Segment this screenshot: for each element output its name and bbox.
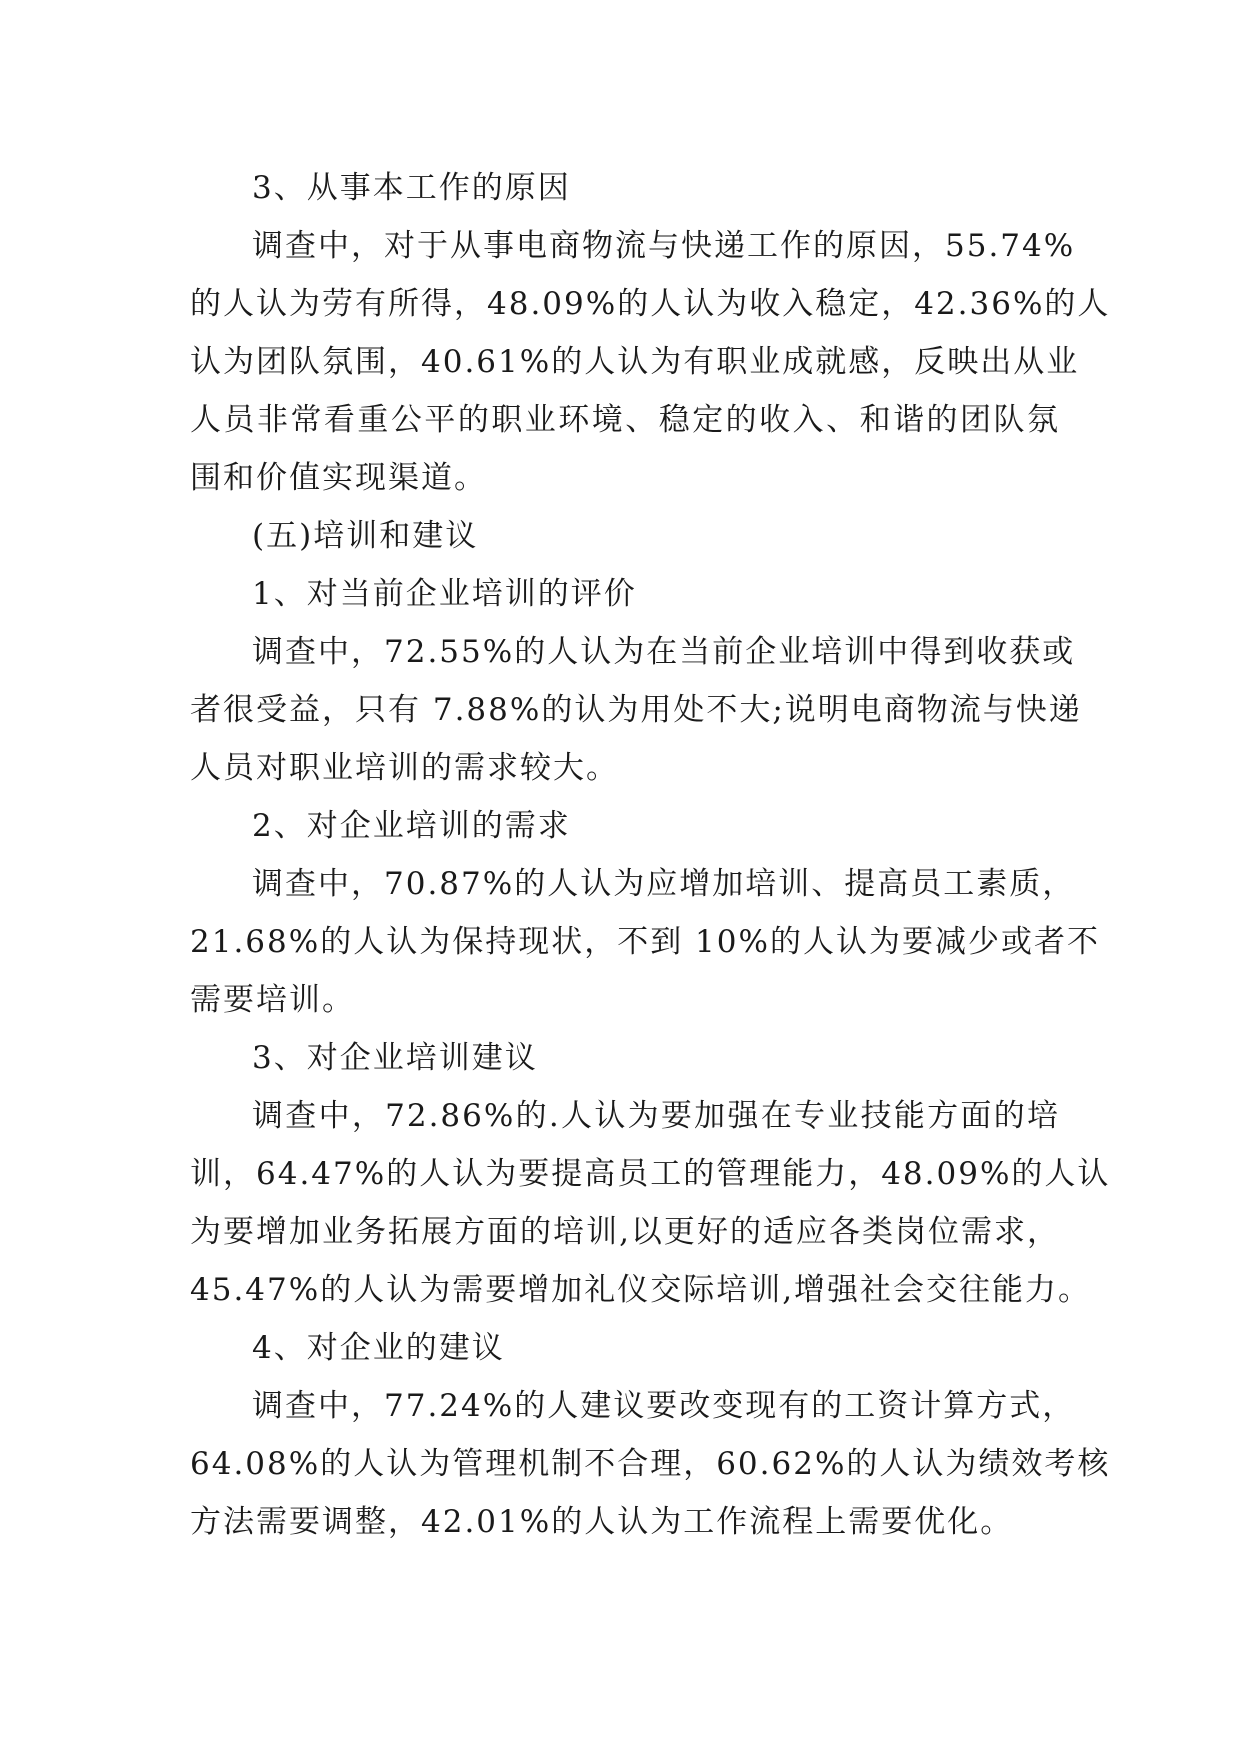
section-heading-training-needs: 2、对企业培训的需求 <box>252 808 571 844</box>
paragraph-line: 需要培训。 <box>190 982 355 1018</box>
paragraph-line: 64.08%的人认为管理机制不合理，60.62%的人认为绩效考核 <box>190 1446 1111 1482</box>
paragraph-line: 21.68%的人认为保持现状，不到 10%的人认为要减少或者不 <box>190 924 1100 960</box>
section-heading-company-suggestions: 4、对企业的建议 <box>252 1330 505 1366</box>
paragraph-line: 围和价值实现渠道。 <box>190 460 487 496</box>
paragraph-line: 人员非常看重公平的职业环境、稳定的收入、和谐的团队氛 <box>190 402 1060 438</box>
paragraph-line: 为要增加业务拓展方面的培训,以更好的适应各类岗位需求， <box>190 1214 1060 1250</box>
paragraph-line: 认为团队氛围，40.61%的人认为有职业成就感，反映出从业 <box>190 344 1080 380</box>
paragraph-line: 调查中，对于从事电商物流与快递工作的原因，55.74% <box>252 228 1076 264</box>
paragraph-line: 45.47%的人认为需要增加礼仪交际培训,增强社会交往能力。 <box>190 1272 1092 1308</box>
paragraph-line: 调查中，72.86%的.人认为要加强在专业技能方面的培 <box>252 1098 1060 1134</box>
paragraph-line: 方法需要调整，42.01%的人认为工作流程上需要优化。 <box>190 1504 1014 1540</box>
paragraph-line: 训，64.47%的人认为要提高员工的管理能力，48.09%的人认 <box>190 1156 1111 1192</box>
section-heading-work-reason: 3、从事本工作的原因 <box>252 170 571 206</box>
section-heading-training-suggestions: 3、对企业培训建议 <box>252 1040 538 1076</box>
document-page <box>190 160 1111 1552</box>
paragraph-line: 的人认为劳有所得，48.09%的人认为收入稳定，42.36%的人 <box>190 286 1111 322</box>
paragraph-line: 调查中，72.55%的人认为在当前企业培训中得到收获或 <box>252 634 1076 670</box>
paragraph-line: 调查中，70.87%的人认为应增加培训、提高员工素质， <box>252 866 1076 902</box>
paragraph-line: 调查中，77.24%的人建议要改变现有的工资计算方式， <box>252 1388 1076 1424</box>
section-heading-training-evaluation: 1、对当前企业培训的评价 <box>252 576 637 612</box>
part-heading-training-suggestions: (五)培训和建议 <box>252 518 479 554</box>
paragraph-line: 者很受益，只有 7.88%的认为用处不大;说明电商物流与快递 <box>190 692 1082 728</box>
paragraph-line: 人员对职业培训的需求较大。 <box>190 750 619 786</box>
